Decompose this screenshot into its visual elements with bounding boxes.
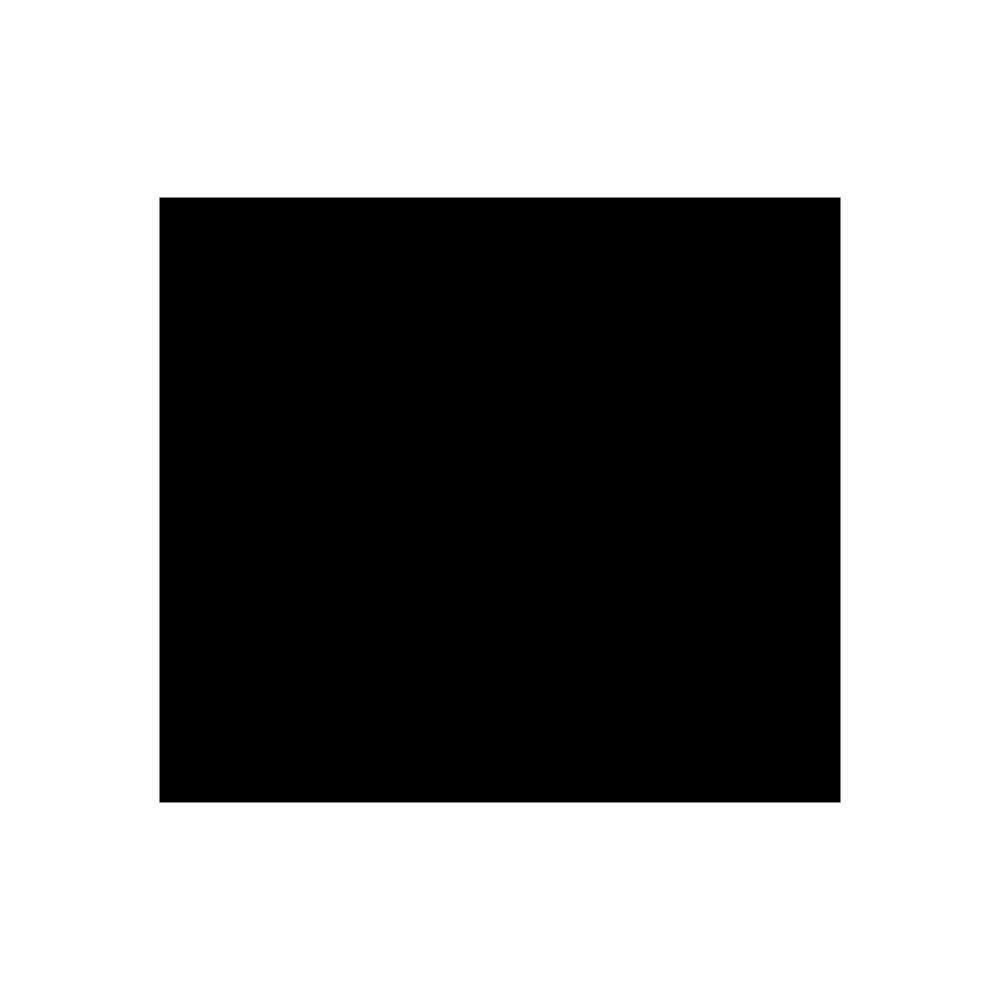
map-background bbox=[160, 198, 840, 802]
